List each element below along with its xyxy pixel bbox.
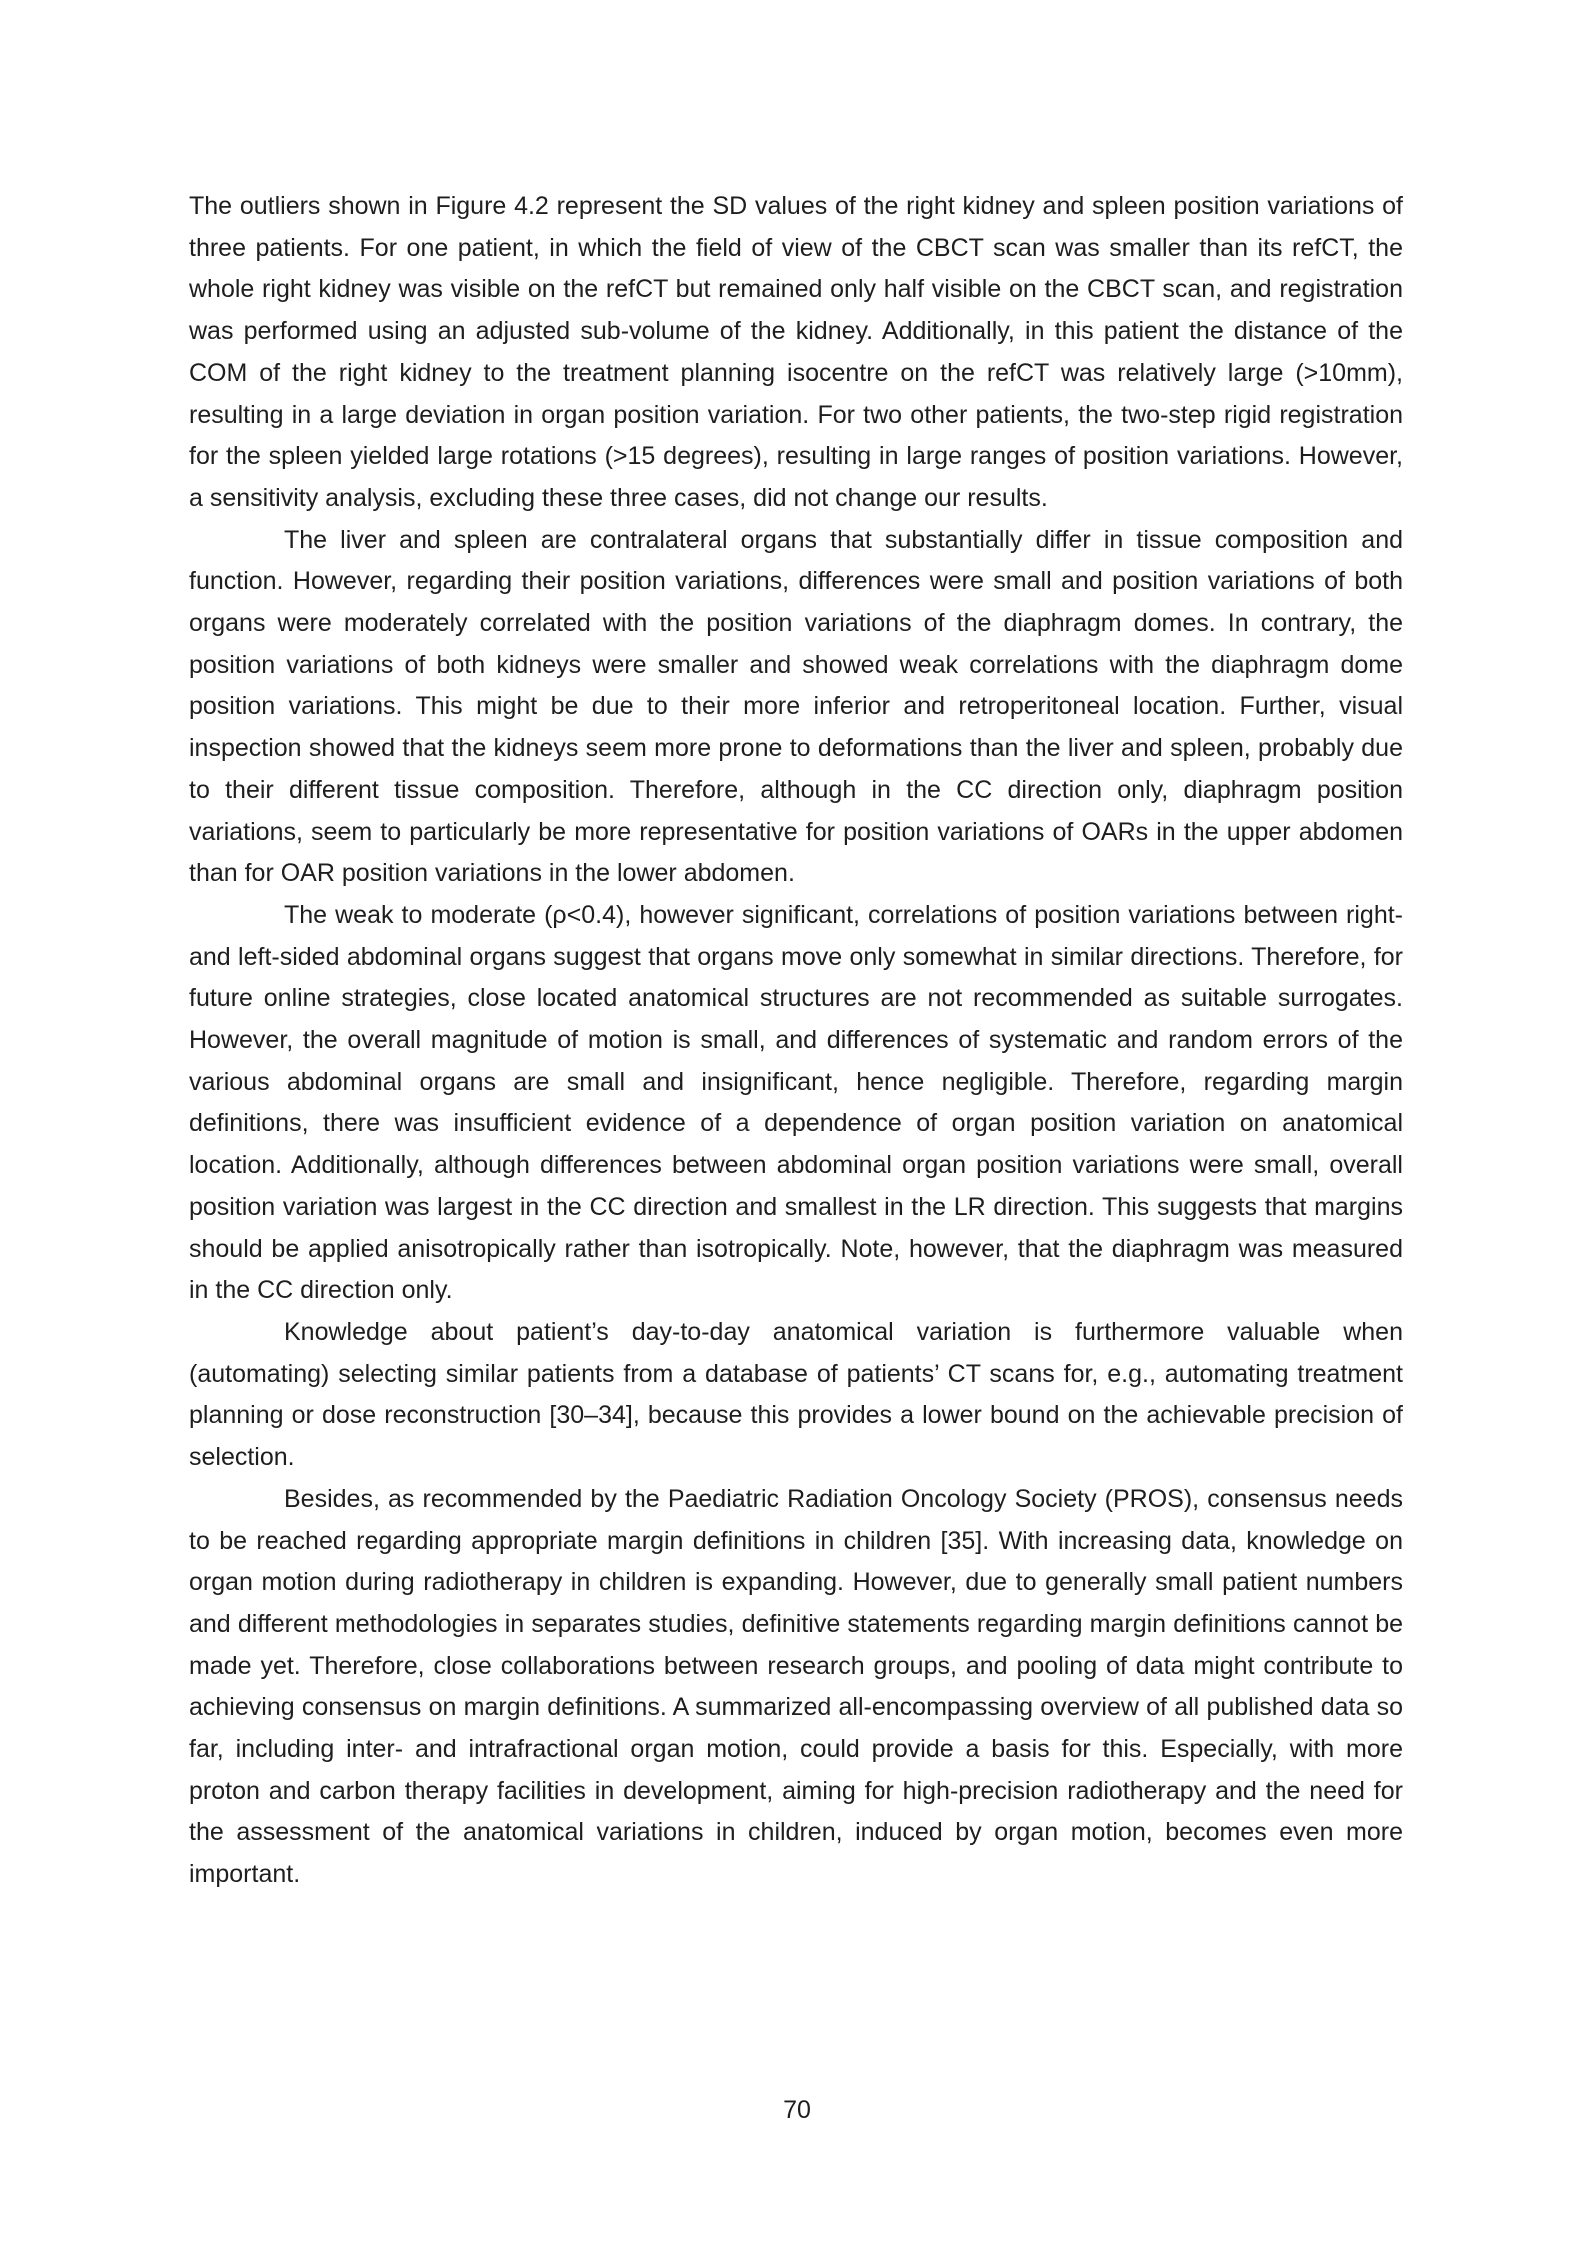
body-text	[189, 186, 1403, 1896]
paragraph-correlations: The weak to moderate (ρ<0.4), however significant, correlations of position variations between right- and left-sided abdominal organs suggest that organs move only somewhat in similar directions. Therefore, for future online strategies, close located anatomical structures are not recommended as suitable surrogates. However, the overall magnitude of motion is small, and differences of systematic and random errors of the various abdominal organs are small and insignificant, hence negligible. Therefore, regarding margin definitions, there was insufficient evidence of a dependence of organ position variation on anatomical location. Additionally, although differences between abdominal organ position variations were small, overall position variation was largest in the CC direction and smallest in the LR direction. This suggests that margins should be applied anisotropically rather than isotropically. Note, however, that the diaphragm was measured in the CC direction only.	[189, 900, 1403, 1305]
paragraph-knowledge: Knowledge about patient’s day-to-day anatomical variation is furthermore valuable when (automating) selecting similar patients from a database of patients’ CT scans for, e.g., automating treatment planning or dose reconstruction [30–34], because this provides a lower bound on the achievable precision of selection.	[189, 1317, 1403, 1472]
paragraph-outliers: The outliers shown in Figure 4.2 represent the SD values of the right kidney and spleen position variations of three patients. For one patient, in which the field of view of the CBCT scan was smaller than its refCT, the whole right kidney was visible on the refCT but remained only half visible on the CBCT scan, and registration was performed using an adjusted sub-volume of the kidney. Additionally, in this patient the distance of the COM of the right kidney to the treatment planning isocentre on the refCT was relatively large (>10mm), resulting in a large deviation in organ position variation. For two other patients, the two-step rigid registration for the spleen yielded large rotations (>15 degrees), resulting in large ranges of position variations. However, a sensitivity analysis, excluding these three cases, did not change our results.	[189, 192, 1403, 512]
paragraph-liver-spleen: The liver and spleen are contralateral organs that substantially differ in tissue composition and function. However, regarding their position variations, differences were small and position variations of both organs were moderately correlated with the position variations of the diaphragm domes. In contrary, the position variations of both kidneys were smaller and showed weak correlations with the diaphragm dome position variations. This might be due to their more inferior and retroperitoneal location. Further, visual inspection showed that the kidneys seem more prone to deformations than the liver and spleen, probably due to their different tissue composition. Therefore, although in the CC direction only, diaphragm position variations, seem to particularly be more representative for position variations of OARs in the upper abdomen than for OAR position variations in the lower abdomen.	[189, 525, 1403, 888]
paragraph-consensus: Besides, as recommended by the Paediatric Radiation Oncology Society (PROS), consensus needs to be reached regarding appropriate margin definitions in children [35]. With increasing data, knowledge on organ motion during radiotherapy in children is expanding. However, due to generally small patient numbers and different methodologies in separates studies, definitive statements regarding margin definitions cannot be made yet. Therefore, close collaborations between research groups, and pooling of data might contribute to achieving consensus on margin definitions. A summarized all-encompassing overview of all published data so far, including inter- and intrafractional organ motion, could provide a basis for this. Especially, with more proton and carbon therapy facilities in development, aiming for high-precision radiotherapy and the need for the assessment of the anatomical variations in children, induced by organ motion, becomes even more important.	[189, 1484, 1403, 1889]
page-number: 70	[783, 2096, 811, 2124]
